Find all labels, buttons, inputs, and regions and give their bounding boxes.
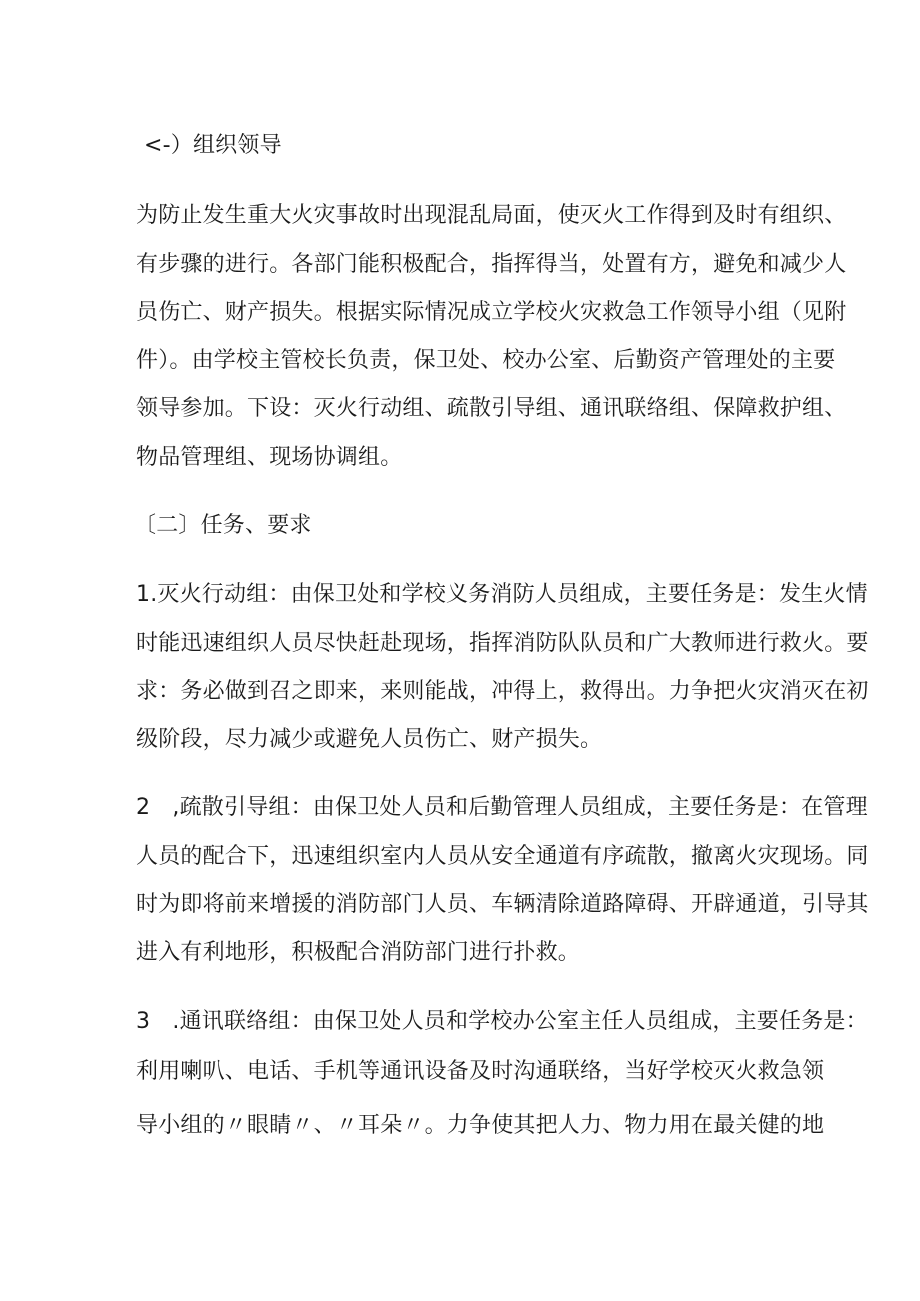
paragraph-line: 导小组的〃眼睛〃、〃耳朵〃。力争使其把人力、物力用在最关健的地 bbox=[136, 1113, 825, 1138]
paragraph-line: 件）。由学校主管校长负责，保卫处、校办公室、后勤资产管理处的主要 bbox=[136, 348, 836, 373]
paragraph-line: 时为即将前来增援的消防部门人员、车辆清除道路障碍、开辟通道，引导其 bbox=[136, 892, 869, 917]
paragraph-line: 3 .通讯联络组：由保卫处人员和学校办公室主任人员组成，主要任务是： bbox=[136, 1009, 868, 1034]
paragraph-line: 求：务必做到召之即来，来则能战，冲得上，救得出。力争把火灾消灭在初 bbox=[136, 679, 869, 704]
paragraph-line: 1.灭火行动组：由保卫处和学校义务消防人员组成，主要任务是：发生火情 bbox=[136, 582, 868, 607]
section-heading-tasks: 〔二〕任务、要求 bbox=[134, 513, 312, 538]
paragraph-line: 人员的配合下，迅速组织室内人员从安全通道有序疏散，撤离火灾现场。同 bbox=[136, 844, 869, 869]
paragraph-line: 员伤亡、财产损失。根据实际情况成立学校火灾救急工作领导小组（见附 bbox=[136, 300, 847, 325]
paragraph-line: 2 ,疏散引导组：由保卫处人员和后勤管理人员组成，主要任务是：在管理 bbox=[136, 795, 868, 820]
paragraph-line: 利用喇叭、电话、手机等通讯设备及时沟通联络，当好学校灭火救急领 bbox=[136, 1059, 825, 1084]
paragraph-line: 进入有利地形，积极配合消防部门进行扑救。 bbox=[136, 940, 581, 965]
paragraph-line: 时能迅速组织人员尽快赶赴现场，指挥消防队队员和广大教师进行救火。要 bbox=[136, 631, 869, 656]
paragraph-line: 物品管理组、现场协调组。 bbox=[136, 445, 403, 470]
paragraph-line: 级阶段，尽力减少或避免人员伤亡、财产损失。 bbox=[136, 727, 603, 752]
paragraph-line: 为防止发生重大火灾事故时出现混乱局面，使灭火工作得到及时有组织、 bbox=[136, 203, 847, 228]
section-heading-organization: <-）组织领导 bbox=[144, 133, 282, 158]
paragraph-line: 领导参加。下设：灭火行动组、疏散引导组、通讯联络组、保障救护组、 bbox=[136, 396, 847, 421]
paragraph-line: 有步骤的进行。各部门能积极配合，指挥得当，处置有方，避免和减少人 bbox=[136, 252, 847, 277]
